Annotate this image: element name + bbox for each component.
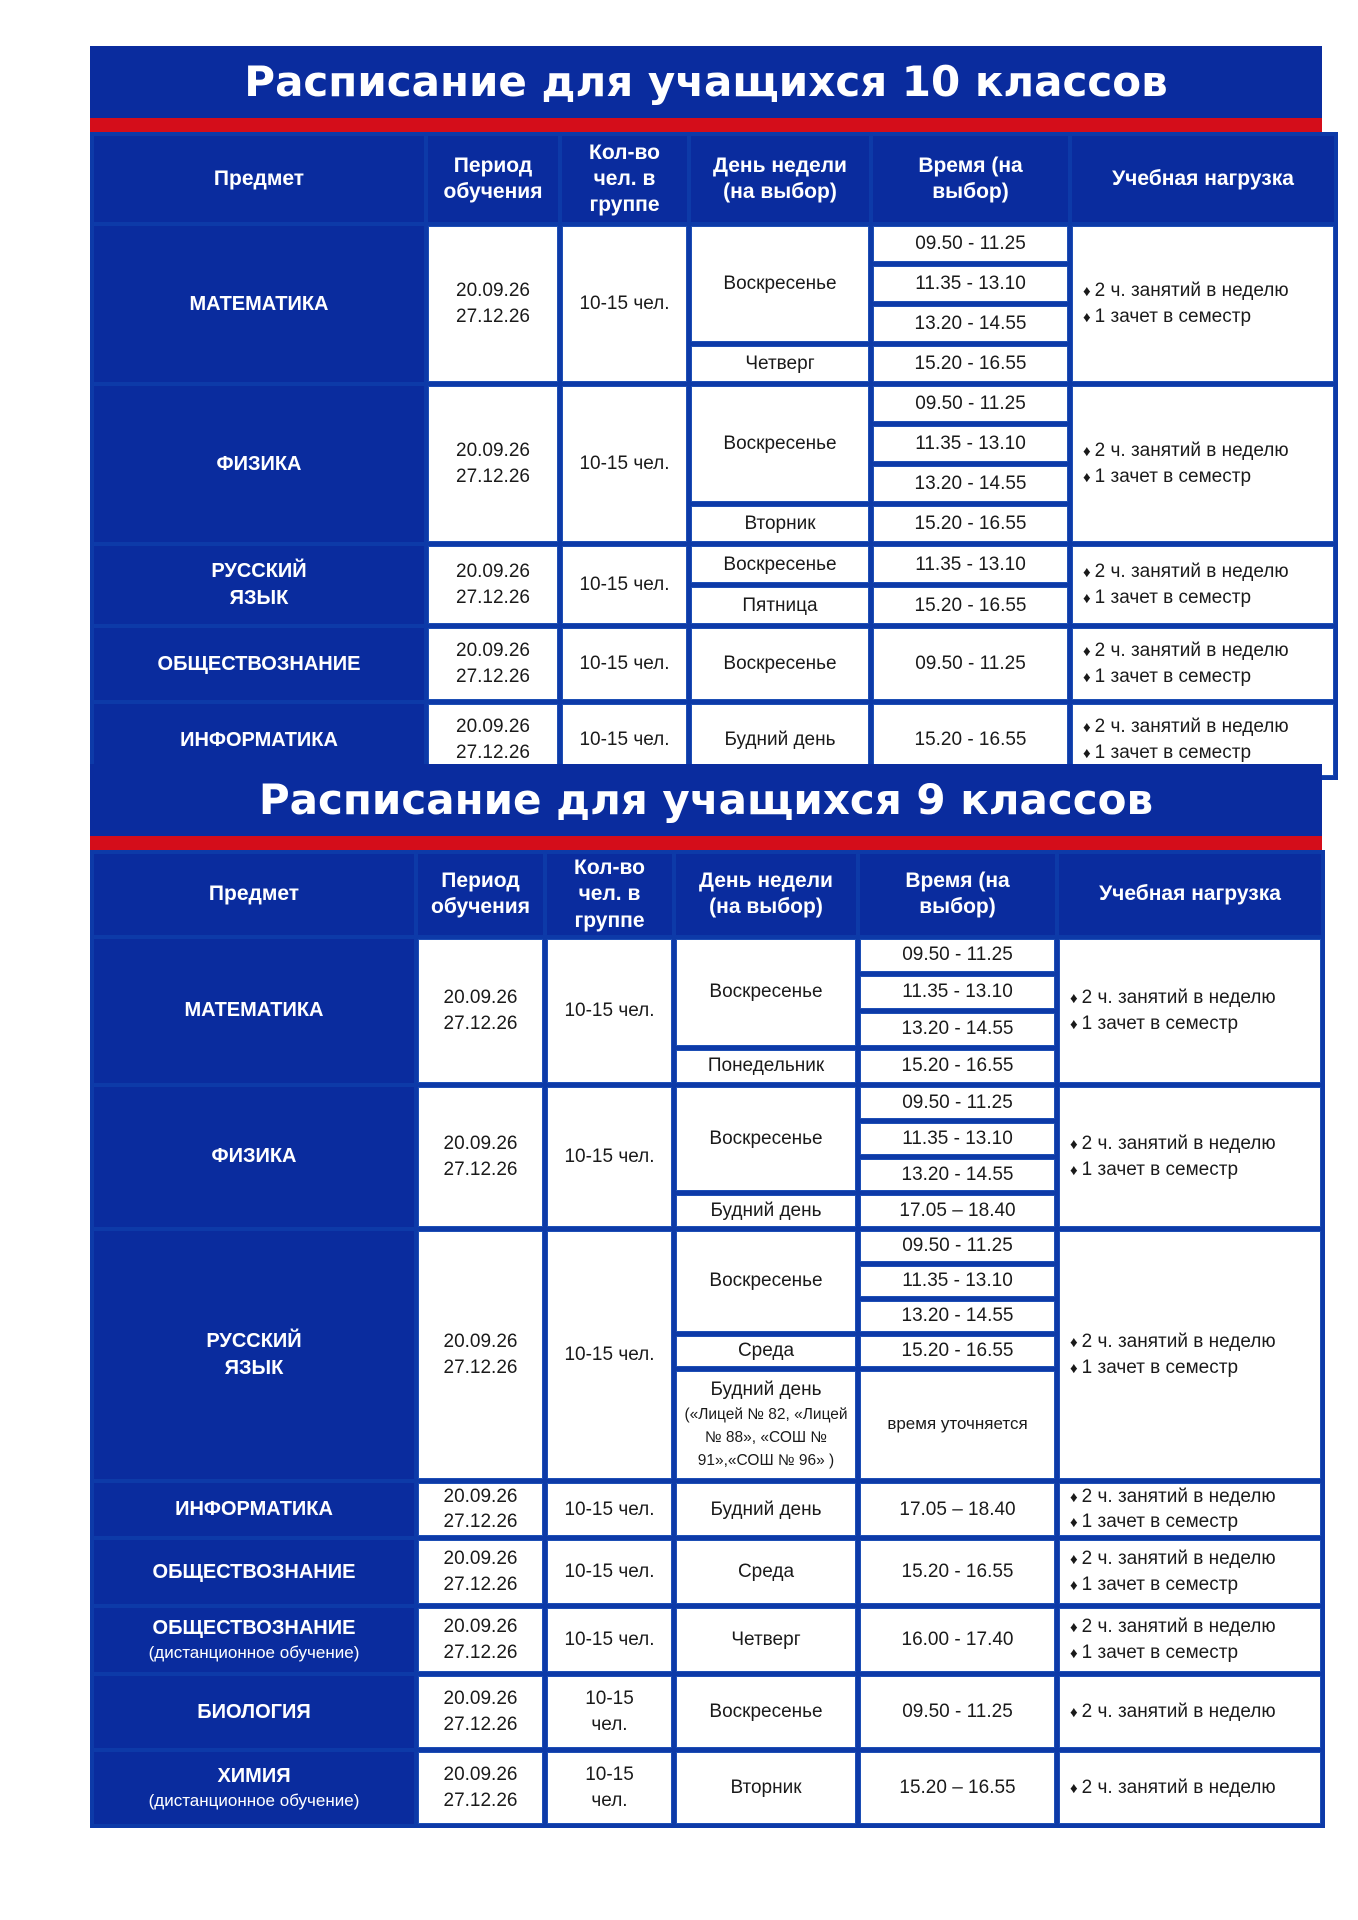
time-cell: 09.50 - 11.25 — [873, 386, 1068, 422]
load-item — [1070, 1131, 1316, 1157]
day-name: Воскресенье — [709, 1127, 823, 1149]
day-cell — [691, 386, 869, 502]
subject-note: (дистанционное обучение) — [148, 1791, 360, 1811]
time-cell: 13.20 - 14.55 — [860, 1301, 1055, 1332]
group-size-cell — [562, 386, 687, 542]
load-cell — [1059, 939, 1321, 1083]
subject-name: МАТЕМАТИКА — [189, 292, 329, 315]
load-item — [1083, 559, 1329, 585]
subject-name: ОБЩЕСТВОЗНАНИЕ — [152, 1560, 356, 1583]
diamond-icon: ♦ — [1070, 1359, 1078, 1377]
load-item — [1070, 1699, 1316, 1725]
time-cell: 13.20 - 14.55 — [873, 466, 1068, 502]
diamond-icon: ♦ — [1070, 1619, 1078, 1637]
section-title-10: Расписание для учащихся 10 классов — [90, 46, 1322, 118]
period-date: 20.09.26 — [456, 640, 530, 662]
day-name: Воскресенье — [709, 981, 823, 1003]
load-item — [1083, 438, 1329, 464]
time-cell: 16.00 - 17.40 — [860, 1608, 1055, 1672]
time-cell: 17.05 – 18.40 — [860, 1483, 1055, 1536]
load-cell — [1072, 628, 1334, 700]
load-text: 1 зачет в семестр — [1081, 1356, 1239, 1378]
period-date: 27.12.26 — [456, 742, 530, 763]
group-size-cell — [562, 546, 687, 624]
day-cell — [691, 546, 869, 583]
subject-cell — [94, 939, 414, 1083]
group-size-cell — [562, 628, 687, 700]
period-date: 27.12.26 — [443, 1574, 518, 1596]
load-cell — [1059, 1676, 1321, 1748]
header-cell: Кол-во чел. в группе — [562, 136, 687, 222]
day-cell — [676, 1752, 856, 1824]
diamond-icon: ♦ — [1083, 745, 1091, 762]
load-item — [1083, 740, 1329, 766]
diamond-icon: ♦ — [1083, 564, 1091, 582]
period-cell — [418, 1540, 543, 1604]
day-name: Вторник — [744, 513, 816, 535]
time-cell: 09.50 - 11.25 — [860, 1231, 1055, 1262]
load-cell — [1059, 1752, 1321, 1824]
time-cell: 09.50 - 11.25 — [860, 939, 1055, 972]
load-text: 1 зачет в семестр — [1081, 1642, 1239, 1664]
load-text: 2 ч. занятий в неделю — [1081, 1777, 1276, 1799]
load-item — [1070, 985, 1316, 1011]
period-date: 20.09.26 — [456, 716, 530, 738]
day-name: Будний день — [710, 1199, 822, 1221]
load-text: 2 ч. занятий в неделю — [1094, 640, 1289, 662]
period-date: 20.09.26 — [443, 1548, 518, 1570]
time-cell: 15.20 - 16.55 — [873, 704, 1068, 776]
subject-name: ОБЩЕСТВОЗНАНИЕ — [152, 1617, 356, 1640]
group-size: 10-15 чел. — [564, 1561, 655, 1583]
diamond-icon: ♦ — [1070, 1136, 1078, 1154]
time-cell: 13.20 - 14.55 — [873, 306, 1068, 342]
time-cell: 09.50 - 11.25 — [860, 1676, 1055, 1748]
period-cell — [428, 628, 558, 700]
load-text: 1 зачет в семестр — [1081, 1012, 1239, 1034]
load-item — [1070, 1546, 1316, 1572]
period-cell — [418, 1608, 543, 1672]
subject-name: ИНФОРМАТИКА — [180, 728, 338, 751]
load-item — [1070, 1640, 1316, 1666]
time-cell: 11.35 - 13.10 — [860, 1123, 1055, 1155]
diamond-icon: ♦ — [1070, 1334, 1078, 1352]
header-cell: Учебная нагрузка — [1059, 854, 1321, 935]
load-text: 2 ч. занятий в неделю — [1081, 1133, 1276, 1155]
diamond-icon: ♦ — [1083, 443, 1091, 461]
day-name: Воскресенье — [723, 433, 837, 455]
time-cell: 13.20 - 14.55 — [860, 1159, 1055, 1191]
load-text: 1 зачет в семестр — [1081, 1574, 1239, 1596]
load-cell — [1059, 1087, 1321, 1227]
day-cell — [676, 1540, 856, 1604]
time-cell: время уточняется — [860, 1371, 1055, 1479]
header-cell: Период обучения — [418, 854, 543, 935]
period-date: 20.09.26 — [456, 440, 530, 462]
time-cell: 17.05 – 18.40 — [860, 1195, 1055, 1227]
subject-cell — [94, 1608, 414, 1672]
day-name: Будний день — [710, 1379, 822, 1401]
subject-cell — [94, 1087, 414, 1227]
day-cell — [676, 939, 856, 1046]
group-size: 10-15 чел. — [579, 293, 670, 315]
day-name: Воскресенье — [723, 653, 837, 675]
time-cell: 11.35 - 13.10 — [860, 1266, 1055, 1297]
subject-cell — [94, 1752, 414, 1824]
load-cell — [1059, 1231, 1321, 1479]
day-cell — [691, 628, 869, 700]
diamond-icon: ♦ — [1083, 283, 1091, 301]
period-date: 27.12.26 — [456, 466, 530, 487]
day-name: Воскресенье — [709, 1270, 823, 1292]
header-cell: День недели (на выбор) — [676, 854, 856, 935]
day-name: Пятница — [742, 594, 818, 616]
day-cell — [676, 1336, 856, 1367]
subject-cell — [94, 546, 424, 624]
day-cell — [691, 506, 869, 542]
period-date: 20.09.26 — [443, 1616, 518, 1638]
day-name: Четверг — [745, 353, 815, 375]
header-cell: Предмет — [94, 854, 414, 935]
header-cell: Кол-во чел. в группе — [547, 854, 672, 935]
period-cell — [418, 1483, 543, 1536]
schedule-table-9 — [90, 850, 1325, 1828]
time-cell: 09.50 - 11.25 — [873, 628, 1068, 700]
time-cell: 09.50 - 11.25 — [860, 1087, 1055, 1119]
header-cell: Период обучения — [428, 136, 558, 222]
diamond-icon: ♦ — [1070, 1704, 1078, 1722]
day-name: Воскресенье — [723, 273, 837, 295]
day-cell — [676, 1483, 856, 1536]
period-date: 27.12.26 — [443, 1158, 518, 1180]
subject-cell — [94, 226, 424, 382]
period-date: 27.12.26 — [443, 1356, 518, 1378]
time-cell: 11.35 - 13.10 — [873, 546, 1068, 583]
load-item — [1083, 278, 1329, 304]
day-cell — [691, 587, 869, 624]
day-name: Будний день — [710, 1498, 822, 1520]
period-date: 20.09.26 — [443, 1688, 518, 1710]
group-size-cell — [547, 1608, 672, 1672]
period-date: 20.09.26 — [456, 280, 530, 302]
group-size-cell — [547, 1752, 672, 1824]
group-size: 10-15 чел. — [564, 1629, 655, 1651]
day-name: Воскресенье — [709, 1701, 823, 1723]
load-text: 1 зачет в семестр — [1094, 587, 1252, 608]
group-size-cell — [547, 1540, 672, 1604]
group-size: 10-15 чел. — [579, 729, 670, 751]
group-size: 10-15 чел. — [579, 653, 670, 675]
diamond-icon: ♦ — [1070, 1514, 1078, 1532]
period-date: 27.12.26 — [443, 1790, 518, 1812]
load-text: 2 ч. занятий в неделю — [1081, 987, 1276, 1009]
load-text: 1 зачет в семестр — [1094, 666, 1252, 687]
subject-cell — [94, 1676, 414, 1748]
day-name: Вторник — [730, 1777, 802, 1799]
load-cell — [1059, 1540, 1321, 1604]
load-text: 2 ч. занятий в неделю — [1081, 1616, 1276, 1638]
red-divider — [90, 836, 1322, 850]
load-item — [1070, 1484, 1316, 1510]
day-name: Четверг — [731, 1629, 801, 1651]
load-cell — [1072, 386, 1334, 542]
day-cell — [691, 226, 869, 342]
period-date: 20.09.26 — [443, 987, 518, 1009]
time-cell: 15.20 - 16.55 — [873, 587, 1068, 624]
load-item — [1083, 585, 1329, 611]
load-text: 2 ч. занятий в неделю — [1081, 1548, 1276, 1570]
subject-cell — [94, 386, 424, 542]
subject-name: ФИЗИКА — [211, 1145, 297, 1168]
diamond-icon: ♦ — [1083, 469, 1091, 486]
load-item — [1070, 1355, 1316, 1381]
period-date: 27.12.26 — [443, 1714, 518, 1736]
load-item — [1070, 1509, 1316, 1535]
subject-name: МАТЕМАТИКА — [184, 999, 324, 1022]
diamond-icon: ♦ — [1070, 990, 1078, 1008]
period-date: 20.09.26 — [456, 561, 530, 583]
time-cell: 15.20 - 16.55 — [860, 1336, 1055, 1367]
subject-cell — [94, 628, 424, 700]
group-size: 10-15 чел. — [564, 999, 655, 1021]
load-item — [1083, 714, 1329, 740]
time-cell: 11.35 - 13.10 — [873, 266, 1068, 302]
time-cell: 15.20 - 16.55 — [860, 1050, 1055, 1083]
load-item — [1070, 1329, 1316, 1355]
period-cell — [428, 386, 558, 542]
time-cell: 15.20 - 16.55 — [873, 506, 1068, 542]
load-text: 2 ч. занятий в неделю — [1094, 561, 1289, 583]
subject-name: БИОЛОГИЯ — [197, 1700, 311, 1723]
subject-name: ОБЩЕСТВОЗНАНИЕ — [157, 652, 361, 675]
group-size-cell — [547, 1676, 672, 1748]
load-cell — [1072, 226, 1334, 382]
load-text: 2 ч. занятий в неделю — [1081, 1701, 1276, 1723]
load-cell — [1072, 546, 1334, 624]
red-divider — [90, 118, 1322, 132]
load-item — [1070, 1572, 1316, 1598]
load-text: 2 ч. занятий в неделю — [1094, 280, 1289, 302]
group-size-cell — [547, 939, 672, 1083]
diamond-icon: ♦ — [1083, 643, 1091, 661]
diamond-icon: ♦ — [1070, 1551, 1078, 1569]
diamond-icon: ♦ — [1083, 309, 1091, 326]
period-date: 27.12.26 — [456, 306, 530, 327]
diamond-icon: ♦ — [1070, 1645, 1078, 1663]
period-date: 20.09.26 — [443, 1133, 518, 1155]
load-cell — [1059, 1483, 1321, 1536]
day-cell — [691, 346, 869, 382]
time-cell: 11.35 - 13.10 — [873, 426, 1068, 462]
period-date: 27.12.26 — [443, 1642, 518, 1664]
load-item — [1070, 1614, 1316, 1640]
subject-name: РУССКИЙ ЯЗЫК — [211, 560, 307, 609]
time-cell: 09.50 - 11.25 — [873, 226, 1068, 262]
period-cell — [418, 1676, 543, 1748]
day-name: Среда — [737, 1340, 795, 1362]
diamond-icon: ♦ — [1083, 590, 1091, 607]
load-item — [1070, 1775, 1316, 1801]
subject-note: (дистанционное обучение) — [148, 1643, 360, 1663]
day-name: Среда — [737, 1561, 795, 1583]
diamond-icon: ♦ — [1070, 1488, 1078, 1506]
load-item — [1083, 638, 1329, 664]
group-size: 10-15 чел. — [585, 1688, 634, 1736]
day-cell — [676, 1231, 856, 1332]
period-date: 27.12.26 — [443, 1511, 518, 1533]
period-cell — [428, 226, 558, 382]
group-size: 10-15 чел. — [579, 453, 670, 475]
header-cell: День недели (на выбор) — [691, 136, 869, 222]
load-text: 1 зачет в семестр — [1094, 306, 1252, 327]
load-text: 2 ч. занятий в неделю — [1081, 1485, 1276, 1507]
section-title-9: Расписание для учащихся 9 классов — [90, 764, 1322, 836]
day-note: («Лицей № 82, «Лицей № 88», «СОШ № 91»,«СОШ № 96» ) — [684, 1405, 848, 1470]
subject-name: ИНФОРМАТИКА — [175, 1497, 333, 1520]
diamond-icon: ♦ — [1083, 719, 1091, 737]
group-size-cell — [547, 1483, 672, 1536]
period-cell — [418, 1087, 543, 1227]
time-cell: 13.20 - 14.55 — [860, 1013, 1055, 1046]
load-item — [1083, 464, 1329, 490]
diamond-icon: ♦ — [1083, 669, 1091, 686]
time-cell: 15.20 - 16.55 — [873, 346, 1068, 382]
group-size: 10-15 чел. — [564, 1498, 655, 1520]
period-date: 27.12.26 — [443, 1012, 518, 1034]
day-cell — [676, 1608, 856, 1672]
day-cell — [676, 1050, 856, 1083]
subject-cell — [94, 1540, 414, 1604]
period-cell — [418, 939, 543, 1083]
group-size: 10-15 чел. — [579, 574, 670, 596]
header-cell: Время (на выбор) — [860, 854, 1055, 935]
period-date: 20.09.26 — [443, 1485, 518, 1507]
load-text: 1 зачет в семестр — [1081, 1158, 1239, 1180]
subject-name: РУССКИЙ ЯЗЫК — [206, 1329, 302, 1379]
period-date: 20.09.26 — [443, 1331, 518, 1353]
group-size: 10-15 чел. — [585, 1764, 634, 1812]
diamond-icon: ♦ — [1070, 1015, 1078, 1033]
day-cell — [676, 1676, 856, 1748]
load-cell — [1059, 1608, 1321, 1672]
subject-cell — [94, 1483, 414, 1536]
time-cell: 15.20 – 16.55 — [860, 1752, 1055, 1824]
diamond-icon: ♦ — [1070, 1577, 1078, 1595]
period-date: 20.09.26 — [443, 1764, 518, 1786]
load-text: 2 ч. занятий в неделю — [1094, 716, 1289, 738]
group-size: 10-15 чел. — [564, 1145, 655, 1167]
diamond-icon: ♦ — [1070, 1780, 1078, 1798]
load-text: 2 ч. занятий в неделю — [1081, 1331, 1276, 1353]
day-cell — [676, 1087, 856, 1191]
schedule-section-9 — [90, 764, 1322, 1828]
group-size-cell — [562, 226, 687, 382]
day-cell — [676, 1371, 856, 1479]
time-cell: 15.20 - 16.55 — [860, 1540, 1055, 1604]
day-name: Понедельник — [707, 1055, 825, 1077]
diamond-icon: ♦ — [1070, 1161, 1078, 1179]
period-date: 27.12.26 — [456, 587, 530, 608]
load-item — [1083, 664, 1329, 690]
period-cell — [418, 1752, 543, 1824]
group-size-cell — [547, 1231, 672, 1479]
period-cell — [428, 546, 558, 624]
load-item — [1070, 1011, 1316, 1037]
load-text: 1 зачет в семестр — [1081, 1511, 1239, 1533]
subject-name: ХИМИЯ — [217, 1765, 291, 1788]
group-size: 10-15 чел. — [564, 1343, 655, 1365]
day-cell — [676, 1195, 856, 1227]
period-cell — [418, 1231, 543, 1479]
header-cell: Время (на выбор) — [873, 136, 1068, 222]
load-text: 1 зачет в семестр — [1094, 742, 1252, 763]
schedule-section-10 — [90, 46, 1322, 780]
header-cell: Учебная нагрузка — [1072, 136, 1334, 222]
group-size-cell — [547, 1087, 672, 1227]
header-cell: Предмет — [94, 136, 424, 222]
time-cell: 11.35 - 13.10 — [860, 976, 1055, 1009]
load-item — [1070, 1157, 1316, 1183]
period-date: 27.12.26 — [456, 666, 530, 687]
load-text: 2 ч. занятий в неделю — [1094, 440, 1289, 462]
subject-cell — [94, 1231, 414, 1479]
day-name: Будний день — [724, 729, 836, 751]
load-item — [1083, 304, 1329, 330]
load-text: 1 зачет в семестр — [1094, 466, 1252, 487]
subject-name: ФИЗИКА — [216, 452, 302, 475]
schedule-table-10 — [90, 132, 1338, 780]
day-name: Воскресенье — [723, 553, 837, 575]
